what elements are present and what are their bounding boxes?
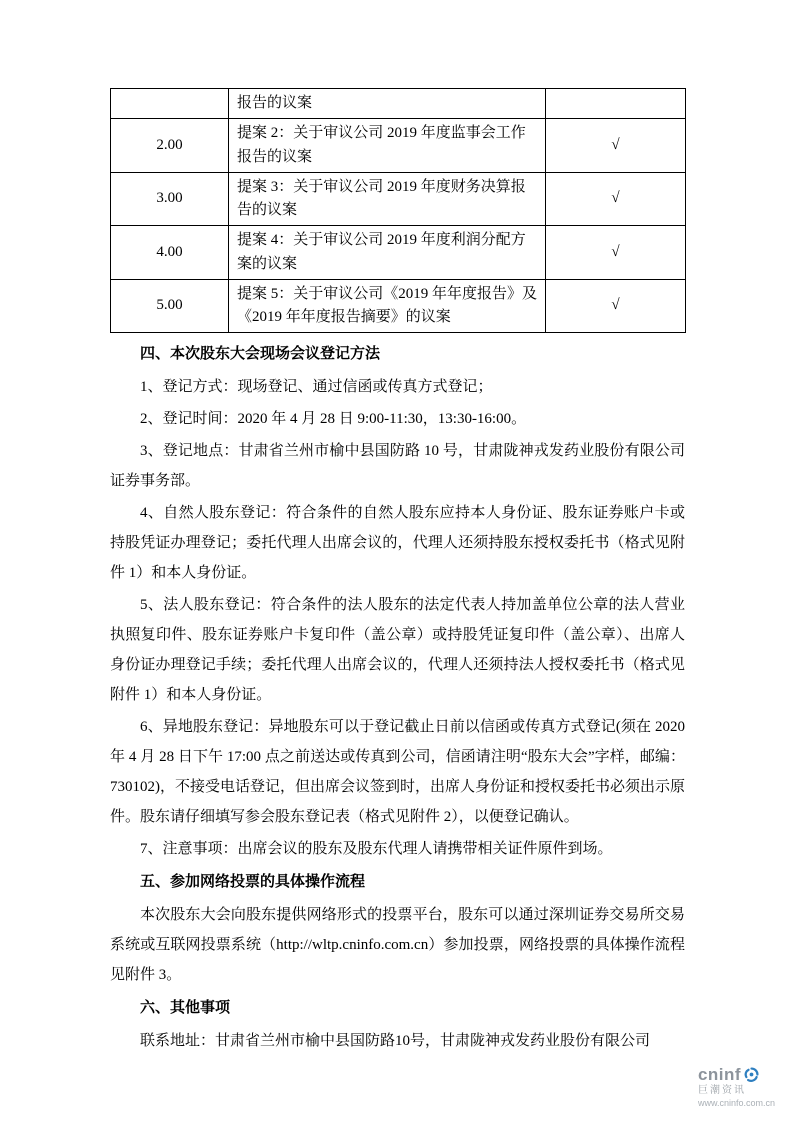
- cninfo-brand-text: cninf: [697, 1064, 742, 1084]
- paragraph-contact-address: 联系地址：甘肃省兰州市榆中县国防路10号，甘肃陇神戎发药业股份有限公司: [140, 1033, 651, 1050]
- table-row: [111, 172, 686, 226]
- proposal-number-cell: [111, 89, 229, 119]
- vote-check-cell: √: [546, 119, 686, 173]
- cninfo-swirl-icon: [743, 1066, 760, 1083]
- vote-check-cell: √: [546, 279, 686, 333]
- cninfo-logo-top: [698, 1065, 775, 1085]
- proposal-text-cell: 提案 2：关于审议公司 2019 年度监事会工作报告的议案: [229, 119, 546, 173]
- document-body: [110, 339, 685, 1056]
- proposal-number-cell: 4.00: [111, 226, 229, 280]
- table-row: [111, 279, 686, 333]
- vote-check-cell: √: [546, 172, 686, 226]
- table-row: [111, 119, 686, 173]
- paragraph-registration-time: 2、登记时间：2020 年 4 月 28 日 9:00-11:30，13:30-16:00。: [140, 411, 527, 428]
- paragraph-remote-shareholder: 6、异地股东登记：异地股东可以于登记截止日前以信函或传真方式登记(须在 2020 年 4 月 28 日下午 17:00 点之前送达或传真到公司，信函请注明“股东大会”字样，邮编：730102)，不接受电话登记，但出席会议签到时，出席人身份证和授权委托书必须出示原件。股东请仔细填写参会股东登记表（格式见附件 2），以便登记确认。: [110, 719, 685, 826]
- vote-check-cell: √: [546, 226, 686, 280]
- section-heading-4: 四、本次股东大会现场会议登记方法: [140, 346, 381, 363]
- proposal-text-cell: 提案 5：关于审议公司《2019 年年度报告》及《2019 年年度报告摘要》的议案: [229, 279, 546, 333]
- vote-check-cell: [546, 89, 686, 119]
- proposal-number-cell: 2.00: [111, 119, 229, 173]
- proposal-number-cell: 3.00: [111, 172, 229, 226]
- cninfo-url: www.cninfo.com.cn: [697, 1097, 775, 1108]
- cninfo-logo: [698, 1065, 775, 1108]
- document-content: [110, 88, 685, 1058]
- table-row: [111, 89, 686, 119]
- paragraph-legal-person: 5、法人股东登记：符合条件的法人股东的法定代表人持加盖单位公章的法人营业执照复印件、股东证券账户卡复印件（盖公章）或持股凭证复印件（盖公章）、出席人身份证办理登记手续；委托代理人出席会议的，代理人还须持法人授权委托书（格式见附件 1）和本人身份证。: [110, 597, 685, 704]
- proposal-text-cell: 提案 4：关于审议公司 2019 年度利润分配方案的议案: [229, 226, 546, 280]
- paragraph-natural-person: 4、自然人股东登记：符合条件的自然人股东应持本人身份证、股东证券账户卡或持股凭证办理登记；委托代理人出席会议的，代理人还须持股东授权委托书（格式见附件 1）和本人身份证。: [110, 505, 685, 582]
- paragraph-registration-method: 1、登记方式：现场登记、通过信函或传真方式登记；: [140, 379, 493, 396]
- table-row: [111, 226, 686, 280]
- proposal-number-cell: 5.00: [111, 279, 229, 333]
- section-heading-6: 六、其他事项: [140, 1000, 231, 1017]
- proposal-text-cell: 报告的议案: [229, 89, 546, 119]
- section-heading-5: 五、参加网络投票的具体操作流程: [140, 874, 366, 891]
- cninfo-chinese-name: 巨潮资讯: [697, 1085, 746, 1097]
- proposal-table: [110, 88, 686, 333]
- paragraph-online-voting: 本次股东大会向股东提供网络形式的投票平台，股东可以通过深圳证券交易所交易系统或互联网投票系统（http://wltp.cninfo.com.cn）参加投票，网络投票的具体操作流程见附件 3。: [110, 907, 685, 984]
- paragraph-notice: 7、注意事项：出席会议的股东及股东代理人请携带相关证件原件到场。: [140, 841, 613, 858]
- proposal-text-cell: 提案 3：关于审议公司 2019 年度财务决算报告的议案: [229, 172, 546, 226]
- paragraph-registration-place: 3、登记地点：甘肃省兰州市榆中县国防路 10 号，甘肃陇神戎发药业股份有限公司证券事务部。: [110, 443, 685, 490]
